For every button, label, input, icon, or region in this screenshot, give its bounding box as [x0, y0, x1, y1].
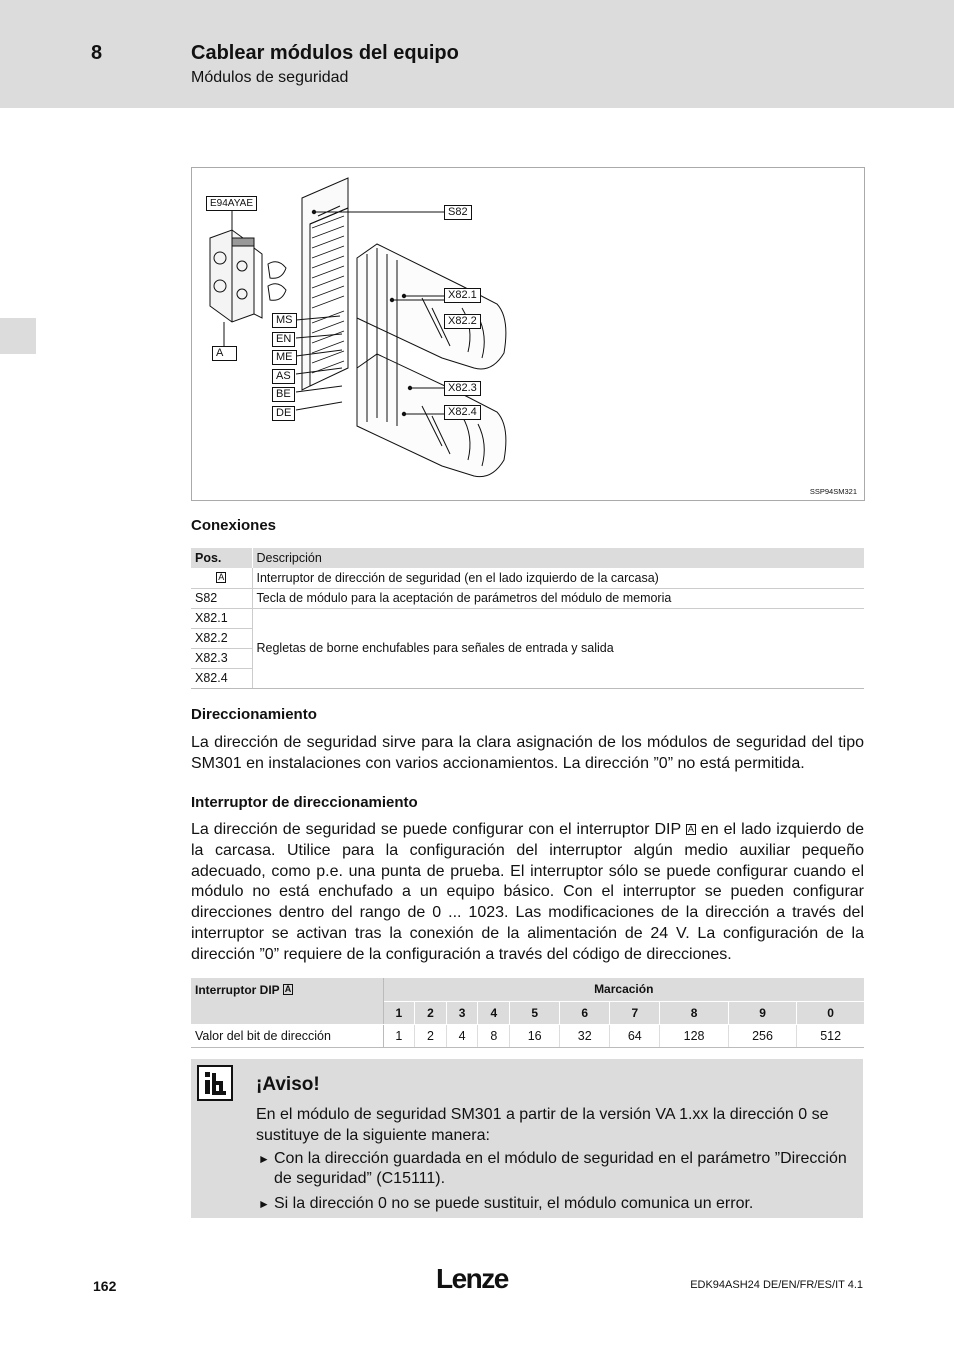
- figure-code: SSP94SM321: [809, 487, 857, 496]
- notice-text: En el módulo de seguridad SM301 a partir de la versión VA 1.xx la dirección 0 se sustituye de la siguiente manera:: [256, 1106, 829, 1144]
- switch-num: 6: [560, 1001, 610, 1024]
- page-header: [0, 0, 954, 108]
- notice-bullet: [256, 1194, 848, 1214]
- pos-cell: S82: [191, 588, 252, 608]
- text-part: La dirección de seguridad se puede configurar con el interruptor DIP: [191, 821, 686, 838]
- bullet-arrow-icon: ►: [258, 1152, 270, 1166]
- switch-num: 4: [478, 1001, 510, 1024]
- label-e94ayae: E94AYAE: [206, 196, 257, 211]
- label-me: ME: [272, 350, 297, 365]
- module-figure: [191, 167, 865, 501]
- label-en: EN: [272, 332, 295, 347]
- pos-cell: [191, 568, 252, 588]
- switch-num: 7: [610, 1001, 660, 1024]
- marker-a: A: [218, 571, 225, 582]
- bit-value: 32: [560, 1024, 610, 1047]
- interruptor-heading: Interruptor de direccionamiento: [191, 794, 418, 811]
- bit-value: 512: [797, 1024, 864, 1047]
- chapter-number: 8: [91, 42, 103, 64]
- text-part: en el lado izquierdo de la carcasa. Utilice para la configuración del interruptor algún medio auxiliar pequeño adecuado, como p.e. una punta de prueba. El interruptor sólo se puede configurar cuando el módulo no está enchufado a un equipo básico. Con el interruptor se pueden configurar direcciones dentro del rango de 0 ... 1023. Las modificaciones de la dirección a través del interruptor se activan tras la conexión de la alimentación de 24 V. La configuración de la dirección ”0” requiere de la configuración a través del código de direcciones.: [191, 821, 865, 963]
- direccionamiento-heading: Direccionamiento: [191, 706, 317, 723]
- pos-cell: X82.4: [191, 668, 252, 688]
- dip-group-header: Marcación: [383, 978, 864, 1001]
- label-x82-2: X82.2: [444, 314, 481, 329]
- label-be: BE: [272, 387, 295, 402]
- table-row: [191, 588, 864, 608]
- switch-num: 8: [660, 1001, 728, 1024]
- table-row: [191, 568, 864, 588]
- bullet-text: Si la dirección 0 no se puede sustituir, el módulo comunica un error.: [274, 1195, 754, 1212]
- switch-num: 1: [383, 1001, 415, 1024]
- col-pos: Pos.: [191, 548, 252, 568]
- bit-value: 1: [383, 1024, 415, 1047]
- bit-value: 256: [728, 1024, 796, 1047]
- dip-header-text: Interruptor DIP: [195, 983, 280, 997]
- switch-num: 5: [510, 1001, 560, 1024]
- desc-cell: Tecla de módulo para la aceptación de parámetros del módulo de memoria: [252, 588, 864, 608]
- bit-value: 2: [415, 1024, 447, 1047]
- label-as: AS: [272, 369, 295, 384]
- switch-num: 0: [797, 1001, 864, 1024]
- section-title: Módulos de seguridad: [191, 69, 349, 86]
- dip-header-row: [191, 978, 864, 1001]
- label-de: DE: [272, 406, 295, 421]
- bullet-arrow-icon: ►: [258, 1197, 270, 1211]
- conexiones-heading: Conexiones: [191, 517, 277, 534]
- chapter-title: Cablear módulos del equipo: [191, 42, 459, 64]
- info-icon: [197, 1065, 233, 1101]
- marker-a: A: [284, 984, 292, 994]
- document-id: EDK94ASH24 DE/EN/FR/ES/IT 4.1: [690, 1279, 863, 1291]
- table-header-row: [191, 548, 864, 568]
- chapter-side-tab: [0, 318, 36, 354]
- dip-header-label: [191, 978, 383, 1024]
- pos-cell: X82.3: [191, 648, 252, 668]
- label-a: A: [212, 346, 237, 361]
- bit-value: 64: [610, 1024, 660, 1047]
- label-x82-3: X82.3: [444, 381, 481, 396]
- bit-value: 4: [446, 1024, 478, 1047]
- dip-row-label: Valor del bit de dirección: [191, 1024, 383, 1047]
- interruptor-text: [191, 820, 864, 966]
- dip-value-row: [191, 1024, 864, 1047]
- switch-num: 9: [728, 1001, 796, 1024]
- label-ms: MS: [272, 313, 297, 328]
- switch-num: 2: [415, 1001, 447, 1024]
- bullet-text: Con la dirección guardada en el módulo de seguridad en el parámetro ”Dirección de seguridad” (C15111).: [274, 1150, 847, 1187]
- col-desc: Descripción: [252, 548, 864, 568]
- table-row: [191, 608, 864, 628]
- label-x82-4: X82.4: [444, 405, 481, 420]
- switch-num: 3: [446, 1001, 478, 1024]
- marker-a: A: [687, 824, 694, 834]
- lenze-logo: Lenze: [436, 1263, 508, 1294]
- notice-title: ¡Aviso!: [256, 1074, 320, 1095]
- notice-box: [191, 1059, 863, 1218]
- desc-cell: Interruptor de dirección de seguridad (en el lado izquierdo de la carcasa): [252, 568, 864, 588]
- bit-value: 16: [510, 1024, 560, 1047]
- notice-bullet: [256, 1149, 848, 1189]
- label-x82-1: X82.1: [444, 288, 481, 303]
- pos-cell: X82.1: [191, 608, 252, 628]
- bit-value: 8: [478, 1024, 510, 1047]
- dip-table: [191, 978, 864, 1048]
- label-s82: S82: [444, 205, 472, 220]
- pos-cell: X82.2: [191, 628, 252, 648]
- direccionamiento-text: La dirección de seguridad sirve para la clara asignación de los módulos de seguridad del tipo SM301 en instalaciones con varios accionamientos. La dirección ”0” no está permitida.: [191, 734, 864, 772]
- connections-table: [191, 548, 864, 689]
- page-number: 162: [93, 1278, 117, 1294]
- bit-value: 128: [660, 1024, 728, 1047]
- desc-cell: Regletas de borne enchufables para señales de entrada y salida: [252, 608, 864, 688]
